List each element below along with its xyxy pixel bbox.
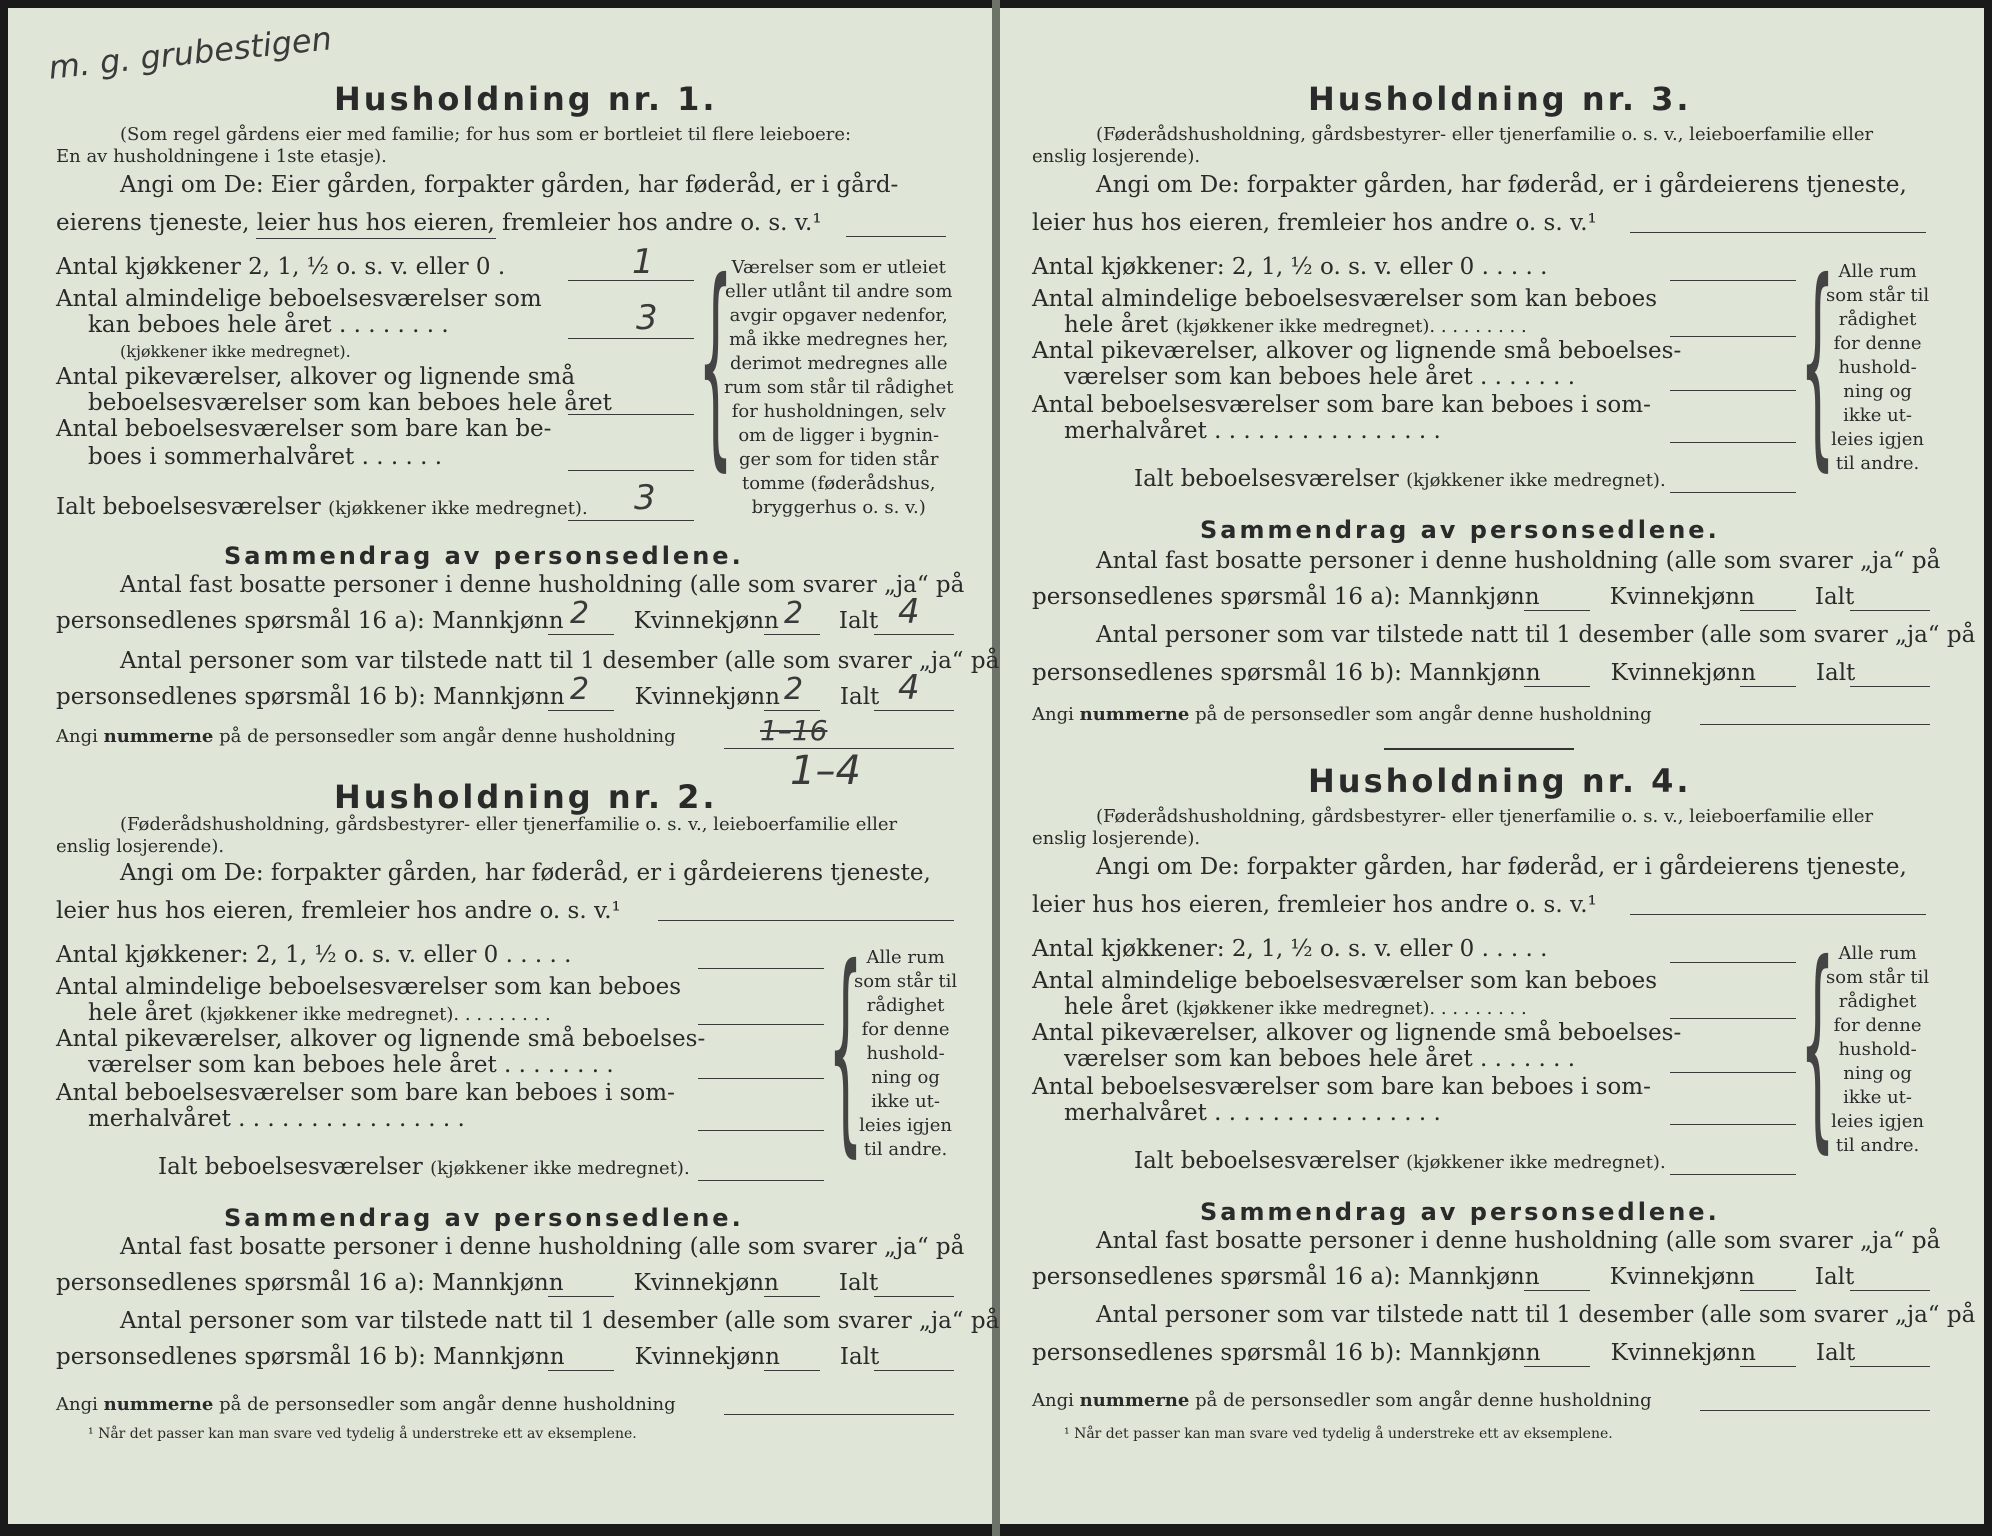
angi-suffix: på de personsedler som angår denne husholdning [1195,1390,1652,1411]
household-4-angi-1: Angi om De: forpakter gården, har føderåd, er i gårdeierens tjeneste, [1096,854,1907,880]
angi-bold: nummerne [1079,1390,1190,1411]
household-1-i16b-line[interactable] [874,710,954,711]
kvinne-label: Kvinnekjønn [1610,660,1756,686]
household-3-row-sommer-2: merhalvåret . . . . . . . . . . . . . . . . [1064,418,1441,444]
household-1-m16a-line[interactable] [548,634,614,635]
household-4-intro-1: (Føderådshusholdning, gårdsbestyrer- eller tjenerfamilie o. s. v., leieboerfamilie eller [1096,806,1874,827]
household-1-angi-2: eierens tjeneste, leier hus hos eieren, fremleier hos andre o. s. v.¹ [56,210,822,236]
kvinne-label: Kvinnekjønn [634,1344,780,1370]
side-note-line: ning og [1843,1063,1912,1084]
side-note-line: for denne [1833,333,1922,354]
household-2-sommer-line[interactable] [698,1130,824,1131]
q16a-text: personsedlenes spørsmål 16 a): [1032,1264,1401,1290]
household-2-intro-1: (Føderådshusholdning, gårdsbestyrer- eller tjenerfamilie o. s. v., leieboerfamilie eller [120,814,898,835]
q16a-text: personsedlenes spørsmål 16 a): [1032,584,1401,610]
side-note-line: ning og [1843,381,1912,402]
side-note-line: tomme (føderådshus, [741,473,936,494]
household-4-sommer-line[interactable] [1670,1124,1796,1125]
side-note-line: for denne [861,1019,950,1040]
side-note-line: hushold- [1838,357,1917,378]
household-2-q16a-2 [56,1270,878,1296]
side-note-line: om de ligger i bygnin- [738,425,940,446]
household-4-m16b-line[interactable] [1524,1366,1590,1367]
side-note-line: rum som står til rådighet [724,377,954,398]
row-note: (kjøkkener ikke medregnet). . . . . . . . . [199,1004,551,1025]
angi-prefix: Angi [1032,1390,1074,1411]
mann-label: Mannkjønn [433,684,565,710]
household-4-ialt-line[interactable] [1670,1174,1796,1175]
household-3-i16b-line[interactable] [1850,686,1930,687]
household-2-row-kjokkener: Antal kjøkkener: 2, 1, ½ o. s. v. eller 0 . . . . . [56,942,572,968]
household-1-intro-2: En av husholdningene i 1ste etasje). [56,146,387,167]
angi-suffix: på de personsedler som angår denne husholdning [219,1394,676,1415]
household-1-side-note [724,256,953,520]
household-2-brace: { [828,920,863,1176]
household-4-q16b-2 [1032,1340,1855,1366]
household-2-i16a-line[interactable] [874,1296,954,1297]
household-1-nummer-struck: 1–16 [760,714,828,747]
q16a-text: personsedlenes spørsmål 16 a): [56,1270,425,1296]
household-1-nummer-value: 1–4 [790,748,861,794]
household-4-i16a-line[interactable] [1850,1290,1930,1291]
household-3-angi-nummer [1032,704,1652,725]
household-3-brace: { [1800,234,1835,490]
household-4-i16b-line[interactable] [1850,1366,1930,1367]
side-note-line: leies igjen [859,1115,953,1136]
side-note-line: Værelser som er utleiet [731,257,946,278]
side-note-line: eller utlånt til andre som [725,281,953,302]
household-3-row-almindelige-1: Antal almindelige beboelsesværelser som kan beboes [1032,286,1658,312]
household-3-nummer-line[interactable] [1700,724,1930,725]
row-note: (kjøkkener ikke medregnet). . . . . . . . . [1175,998,1527,1019]
household-4-brace: { [1800,916,1835,1172]
side-note-line: ning og [871,1067,940,1088]
mann-label: Mannkjønn [432,1270,564,1296]
ialt-note: (kjøkkener ikke medregnet). [430,1158,690,1179]
household-3-almindelige-line[interactable] [1670,336,1796,337]
household-3-row-almindelige-2 [1064,312,1527,338]
household-2-row-pike-2: værelser som kan beboes hele året . . . . . . . . [88,1052,614,1078]
household-2-k16a-line[interactable] [764,1296,820,1297]
side-note-line: hushold- [866,1043,945,1064]
side-note-line: ger som for tiden står [738,449,939,470]
household-1-row-pike-2: beboelsesværelser som kan beboes hele året [88,390,612,416]
q16b-text: personsedlenes spørsmål 16 b): [56,1344,426,1370]
household-2-row-sommer-2: merhalvåret . . . . . . . . . . . . . . . . [88,1106,465,1132]
household-3-k16a-line[interactable] [1740,610,1796,611]
household-1-angi-1: Angi om De: Eier gården, forpakter gården, har føderåd, er i gård- [120,172,899,198]
household-1-ialt-line[interactable] [568,520,694,521]
household-4-k16b-line[interactable] [1740,1366,1796,1367]
household-3-m16a-line[interactable] [1524,610,1590,611]
household-4-ialt-label [1134,1148,1666,1174]
angi-suffix: på de personsedler som angår denne husholdning [1195,704,1652,725]
household-4-row-sommer-1: Antal beboelsesværelser som bare kan beboes i som- [1032,1074,1651,1100]
household-1-kjokkener-value: 1 [632,242,654,282]
household-4-row-kjokkener: Antal kjøkkener: 2, 1, ½ o. s. v. eller 0 . . . . . [1032,936,1548,962]
household-2-row-pike-1: Antal pikeværelser, alkover og lignende små beboelses- [56,1026,706,1052]
side-note-line: til andre. [1835,1135,1920,1156]
side-note-line: som står til [1826,967,1930,988]
household-3-row-sommer-1: Antal beboelsesværelser som bare kan beboes i som- [1032,392,1651,418]
household-2-summary-heading: Sammendrag av personsedlene. [224,1204,744,1232]
side-note-line: Alle rum [866,947,945,968]
section-divider [1384,748,1574,750]
household-4-summary-heading: Sammendrag av personsedlene. [1200,1198,1720,1226]
household-4-side-note [1826,942,1929,1158]
household-1-q16a-1: Antal fast bosatte personer i denne husholdning (alle som svarer „ja“ på [120,572,965,598]
household-1-ialt-label [56,494,588,520]
household-3-k16b-line[interactable] [1740,686,1796,687]
household-3-q16b-1: Antal personer som var tilstede natt til 1 desember (alle som svarer „ja“ på [1096,622,1976,648]
household-4-title: Husholdning nr. 4. [1308,762,1692,800]
household-2-angi-2: leier hus hos eieren, fremleier hos andre o. s. v.¹ [56,898,621,924]
household-2-row-almindelige-2 [88,1000,551,1026]
side-note-line: avgir opgaver nedenfor, [729,305,948,326]
household-2-m16b-line[interactable] [548,1370,614,1371]
side-note-line: til andre. [863,1139,948,1160]
kvinne-label: Kvinnekjønn [634,684,780,710]
mann-label: Mannkjønn [1409,660,1541,686]
household-1-k16b-value: 2 [784,672,804,707]
side-note-line: ikke ut- [1843,1087,1912,1108]
angi-suffix: på de personsedler som angår denne husholdning [219,726,676,747]
household-2-angi-nummer [56,1394,676,1415]
household-3-row-pike-1: Antal pikeværelser, alkover og lignende små beboelses- [1032,338,1682,364]
household-3-angi-2: leier hus hos eieren, fremleier hos andre o. s. v.¹ [1032,210,1597,236]
household-1-almindelige-line[interactable] [568,338,694,339]
household-2-q16b-1: Antal personer som var tilstede natt til 1 desember (alle som svarer „ja“ på [120,1308,1000,1334]
angi-bold: nummerne [1079,704,1190,725]
household-4-angi-2: leier hus hos eieren, fremleier hos andre o. s. v.¹ [1032,892,1597,918]
household-1-angi-answer-line[interactable] [846,236,946,237]
household-3-sommer-line[interactable] [1670,442,1796,443]
household-1-row-pike-1: Antal pikeværelser, alkover og lignende små [56,364,576,390]
household-4-q16a-1: Antal fast bosatte personer i denne husholdning (alle som svarer „ja“ på [1096,1228,1941,1254]
mann-label: Mannkjønn [1409,1340,1541,1366]
household-4-row-pike-1: Antal pikeværelser, alkover og lignende små beboelses- [1032,1020,1682,1046]
household-1-row-sommer-2: boes i sommerhalvåret . . . . . . [88,444,443,470]
household-4-row-almindelige-1: Antal almindelige beboelsesværelser som kan beboes [1032,968,1658,994]
household-3-ialt-line[interactable] [1670,492,1796,493]
household-1-i16b-value: 4 [898,668,920,708]
household-1-i16a-line[interactable] [874,634,954,635]
household-4-row-sommer-2: merhalvåret . . . . . . . . . . . . . . . . [1064,1100,1441,1126]
side-note-line: for husholdningen, selv [731,401,946,422]
household-1-ialt-text: Ialt beboelsesværelser [56,494,321,520]
household-1-k16a-value: 2 [784,596,804,631]
side-note-line: rådighet [1838,991,1917,1012]
household-4-almindelige-line[interactable] [1670,1018,1796,1019]
household-1-kjokkener-line[interactable] [568,280,694,281]
q16b-text: personsedlenes spørsmål 16 b): [56,684,426,710]
kvinne-label: Kvinnekjønn [1609,1264,1755,1290]
ialt-label: Ialt [838,1270,879,1296]
side-note-line: hushold- [1838,1039,1917,1060]
household-2-title: Husholdning nr. 2. [334,778,718,816]
household-1-m16b-line[interactable] [548,710,614,711]
household-3-m16b-line[interactable] [1524,686,1590,687]
household-2-intro-2: enslig losjerende). [56,836,225,857]
household-4-q16a-2 [1032,1264,1854,1290]
ialt-note: (kjøkkener ikke medregnet). [1406,1152,1666,1173]
household-3-q16a-2 [1032,584,1854,610]
side-note-line: ikke ut- [1843,405,1912,426]
household-4-pike-line[interactable] [1670,1072,1796,1073]
ialt-text: Ialt beboelsesværelser [1134,466,1399,492]
side-note-line: som står til [1826,285,1930,306]
side-note-line: til andre. [1835,453,1920,474]
household-1-i16a-value: 4 [898,592,920,632]
household-3-kjokkener-line[interactable] [1670,280,1796,281]
kvinne-label: Kvinnekjønn [633,1270,779,1296]
household-2-q16b-2 [56,1344,879,1370]
mann-label: Mannkjønn [433,1344,565,1370]
household-3-i16a-line[interactable] [1850,610,1930,611]
household-3-title: Husholdning nr. 3. [1308,80,1692,118]
household-2-i16b-line[interactable] [874,1370,954,1371]
household-3-ialt-label [1134,466,1666,492]
household-4-row-almindelige-2 [1064,994,1527,1020]
mann-label: Mannkjønn [432,608,564,634]
side-note-line: ikke ut- [871,1091,940,1112]
ialt-label: Ialt [1815,660,1856,686]
q16b-text: personsedlenes spørsmål 16 b): [1032,1340,1402,1366]
household-4-kjokkener-line[interactable] [1670,962,1796,963]
household-2-almindelige-line[interactable] [698,1024,824,1025]
household-4-k16a-line[interactable] [1740,1290,1796,1291]
household-2-angi-1: Angi om De: forpakter gården, har føderåd, er i gårdeierens tjeneste, [120,860,931,886]
left-page [8,8,1000,1524]
mann-label: Mannkjønn [1408,584,1540,610]
angi-prefix: Angi [56,1394,98,1415]
household-3-pike-line[interactable] [1670,390,1796,391]
q16b-text: personsedlenes spørsmål 16 b): [1032,660,1402,686]
household-3-q16b-2 [1032,660,1855,686]
kvinne-label: Kvinnekjønn [1609,584,1755,610]
household-2-pike-line[interactable] [698,1078,824,1079]
household-4-intro-2: enslig losjerende). [1032,828,1201,849]
household-1-summary-heading: Sammendrag av personsedlene. [224,542,744,570]
household-1-m16b-value: 2 [570,672,590,707]
q16a-text: personsedlenes spørsmål 16 a): [56,608,425,634]
household-1-row-almindelige-note: (kjøkkener ikke medregnet). [120,342,351,361]
household-3-angi-answer-line[interactable] [1630,232,1926,233]
household-2-side-note [854,946,957,1162]
household-2-nummer-line[interactable] [724,1414,954,1415]
household-1-brace: { [698,234,733,490]
household-2-angi-answer-line[interactable] [658,920,954,921]
side-note-line: leies igjen [1831,429,1925,450]
angi-bold: nummerne [103,726,214,747]
side-note-line: Alle rum [1838,943,1917,964]
household-2-ialt-line[interactable] [698,1180,824,1181]
household-4-m16a-line[interactable] [1524,1290,1590,1291]
household-4-angi-answer-line[interactable] [1630,914,1926,915]
ialt-label: Ialt [839,1344,880,1370]
angi-bold: nummerne [103,1394,214,1415]
household-1-angi-nummer [56,726,676,747]
household-1-k16a-line[interactable] [764,634,820,635]
right-page [1000,8,1984,1524]
side-note-line: derimot medregnes alle [729,353,948,374]
household-1-k16b-line[interactable] [764,710,820,711]
household-1-ialt-note: (kjøkkener ikke medregnet). [328,498,588,519]
ialt-label: Ialt [838,608,879,634]
ialt-text: Ialt beboelsesværelser [158,1154,423,1180]
side-note-line: som står til [854,971,958,992]
household-2-q16a-1: Antal fast bosatte personer i denne husholdning (alle som svarer „ja“ på [120,1234,965,1260]
household-2-m16a-line[interactable] [548,1296,614,1297]
household-1-q16b-2 [56,684,879,710]
footnote-left: ¹ Når det passer kan man svare ved tydelig å understreke ett av eksemplene. [88,1426,637,1442]
mann-label: Mannkjønn [1408,1264,1540,1290]
page-fold [992,0,1000,1536]
side-note-line: rådighet [866,995,945,1016]
side-note-line: må ikke medregnes her, [729,329,949,350]
household-1-row-kjokkener: Antal kjøkkener 2, 1, ½ o. s. v. eller 0 . [56,254,506,280]
household-3-intro-1: (Føderådshusholdning, gårdsbestyrer- eller tjenerfamilie o. s. v., leieboerfamilie eller [1096,124,1874,145]
household-1-q16a-2 [56,608,878,634]
ialt-label: Ialt [1814,584,1855,610]
household-1-pike-line[interactable] [568,414,694,415]
household-4-angi-nummer [1032,1390,1652,1411]
kvinne-label: Kvinnekjønn [633,608,779,634]
side-note-line: for denne [1833,1015,1922,1036]
row-text: hele året [88,1000,193,1026]
angi-prefix: Angi [56,726,98,747]
side-note-line: leies igjen [1831,1111,1925,1132]
household-3-row-kjokkener: Antal kjøkkener: 2, 1, ½ o. s. v. eller 0 . . . . . [1032,254,1548,280]
household-1-almindelige-value: 3 [636,298,658,338]
household-1-intro-1: (Som regel gårdens eier med familie; for hus som er bortleiet til flere leieboere: [120,124,852,145]
household-2-ialt-label [158,1154,690,1180]
household-4-row-pike-2: værelser som kan beboes hele året . . . . . . . [1064,1046,1576,1072]
angi-prefix: Angi [1032,704,1074,725]
household-3-intro-2: enslig losjerende). [1032,146,1201,167]
household-1-title: Husholdning nr. 1. [334,80,718,118]
row-text: hele året [1064,994,1169,1020]
household-1-row-almindelige-1: Antal almindelige beboelsesværelser som [56,286,542,312]
row-text: hele året [1064,312,1169,338]
household-1-sommer-line[interactable] [568,470,694,471]
household-1-ialt-value: 3 [634,478,656,518]
ialt-text: Ialt beboelsesværelser [1134,1148,1399,1174]
footnote-right: ¹ Når det passer kan man svare ved tydelig å understreke ett av eksemplene. [1064,1426,1613,1442]
household-2-row-almindelige-1: Antal almindelige beboelsesværelser som kan beboes [56,974,682,1000]
household-1-row-sommer-1: Antal beboelsesværelser som bare kan be- [56,416,552,442]
household-4-q16b-1: Antal personer som var tilstede natt til 1 desember (alle som svarer „ja“ på [1096,1302,1976,1328]
ialt-label: Ialt [839,684,880,710]
row-note: (kjøkkener ikke medregnet). . . . . . . . . [1175,316,1527,337]
household-2-kjokkener-line[interactable] [698,968,824,969]
household-1-row-almindelige-2: kan beboes hele året . . . . . . . . [88,312,449,338]
household-1-q16b-1: Antal personer som var tilstede natt til 1 desember (alle som svarer „ja“ på [120,648,1000,674]
ialt-label: Ialt [1814,1264,1855,1290]
side-note-line: Alle rum [1838,261,1917,282]
side-note-line: rådighet [1838,309,1917,330]
household-3-q16a-1: Antal fast bosatte personer i denne husholdning (alle som svarer „ja“ på [1096,548,1941,574]
side-note-line: bryggerhus o. s. v.) [751,497,926,518]
ialt-note: (kjøkkener ikke medregnet). [1406,470,1666,491]
household-4-nummer-line[interactable] [1700,1410,1930,1411]
kvinne-label: Kvinnekjønn [1610,1340,1756,1366]
household-3-row-pike-2: værelser som kan beboes hele året . . . . . . . [1064,364,1576,390]
ialt-label: Ialt [1815,1340,1856,1366]
household-1-m16a-value: 2 [570,596,590,631]
household-1-underline-leier [256,238,496,239]
household-3-summary-heading: Sammendrag av personsedlene. [1200,516,1720,544]
household-3-angi-1: Angi om De: forpakter gården, har føderåd, er i gårdeierens tjeneste, [1096,172,1907,198]
household-3-side-note [1826,260,1929,476]
corner-handwritten-note: m. g. grubestigen [46,19,334,87]
household-2-k16b-line[interactable] [764,1370,820,1371]
household-2-row-sommer-1: Antal beboelsesværelser som bare kan beboes i som- [56,1080,675,1106]
